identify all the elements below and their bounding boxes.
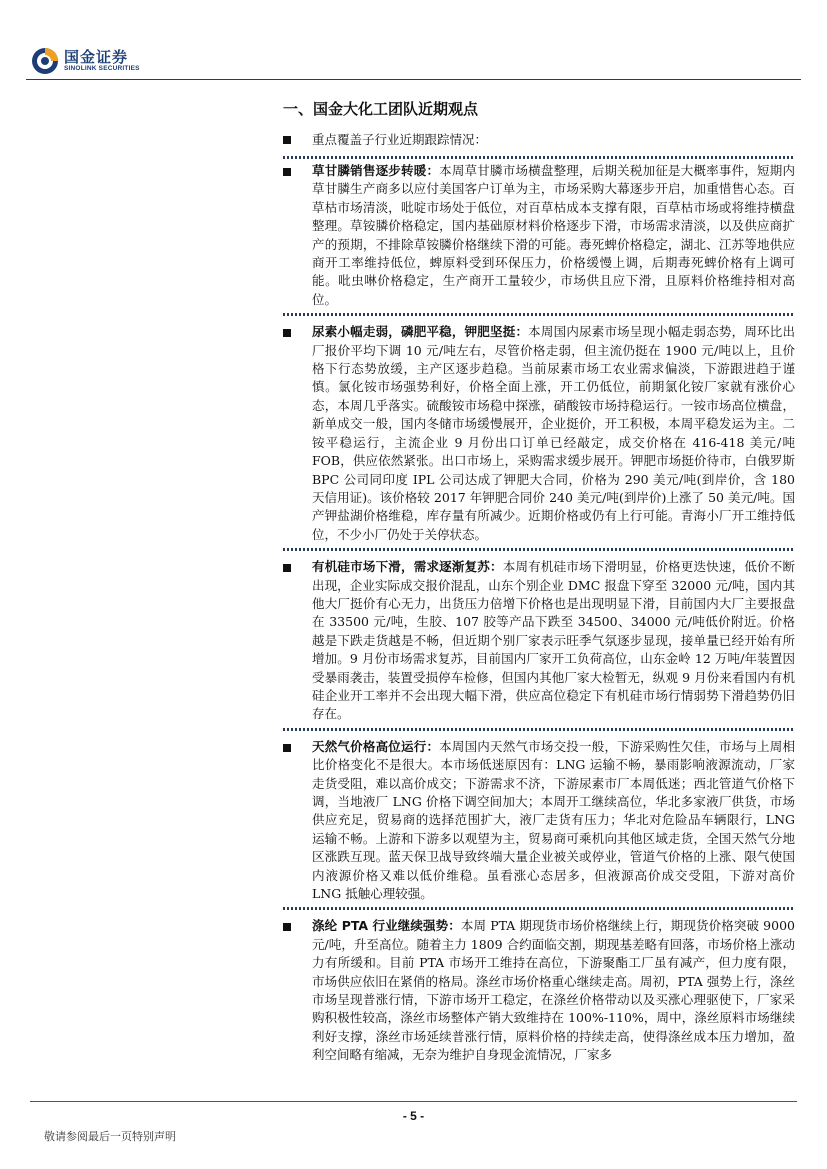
list-item: [283, 915, 795, 1067]
item-heading: 有机硅市场下滑，需求逐渐复苏：: [312, 559, 503, 575]
footer-rule: [30, 1101, 797, 1102]
report-body: [283, 131, 795, 1068]
square-bullet-icon: [283, 329, 291, 337]
logo-mark-icon: [30, 46, 60, 76]
list-item: [283, 156, 795, 316]
square-bullet-icon: [283, 136, 291, 144]
square-bullet-icon: [283, 564, 291, 572]
item-body: 本周国内天然气市场交投一般，下游采购性欠佳，市场与上周相比价格变化不是很大。本市场低迷原因有：LNG 运输不畅，暴雨影响液源流动，厂家走货受阻，难以高价成交；下游需求不济，下游尿素市厂本周低迷；西北管道气价格下调，当地液厂 LNG 价格下调空间加大；本周开工继续高位，华北多家液厂供货，市场供应充足，贸易商的选择范围扩大，液厂走货有压力；华北对危险品车辆限行，LNG 运输不畅。上游和下游多以观望为主，贸易商可乘机向其他区域走货，全国天然气分地区涨跌互现。蓝天保卫战导致终端大量企业被关或停业，管道气价格的上涨、限气使国内液源价格又难以低价维稳。虽看涨心态居多，但液源高价成交受阻，下游对高价 LNG 抵触心理较强。: [312, 738, 795, 902]
list-item: [283, 321, 795, 551]
item-body: 本周有机硅市场下滑明显，价格更迭快速，低价不断出现，企业实际成交报价混乱，山东个别企业 DMC 报盘下穿至 32000 元/吨，国内其他大厂挺价有心无力，出货压力倍增下价格也是出现明显下滑，目前国内大厂主要报盘在 33500 元/吨，生胶、107 胶等产品下跌至 34500、34000 元/吨低价附近。价格越是下跌走货越是不畅，但近期个别厂家表示旺季气氛逐步显现，接单量已经开始有所增加。9 月份市场需求复苏，目前国内厂家开工负荷高位，山东金岭 12 万吨/年装置因受暴雨袭击，装置受损停车检修，但国内其他厂家大检暂无，纵观 9 月份来看国内有机硅企业开工率并不会出现大幅下滑，供应高位稳定下有机硅市场行情弱势下滑趋势仍旧存在。: [312, 559, 795, 722]
intro-text: 重点覆盖子行业近期跟踪情况：: [312, 132, 488, 147]
item-heading: 天然气价格高位运行：: [312, 738, 440, 754]
page-number: - 5 -: [402, 1109, 425, 1123]
square-bullet-icon: [283, 744, 291, 752]
dotted-divider: [283, 156, 795, 159]
disclaimer-note: 敬请参阅最后一页特别声明: [44, 1130, 176, 1143]
section-title: 一、国金大化工团队近期观点: [283, 100, 479, 118]
intro-line: [283, 131, 795, 149]
item-heading: 尿素小幅走弱，磷肥平稳，钾肥坚挺：: [312, 324, 529, 340]
header-rule: [26, 79, 801, 80]
logo-name-en: SINOLINK SECURITIES: [64, 65, 140, 72]
list-item: [283, 556, 795, 731]
company-logo: [30, 46, 140, 76]
item-body: 本周国内尿素市场呈现小幅走弱态势，周环比出厂报价平均下调 10 元/吨左右，尽管价格走弱，但主流仍挺在 1900 元/吨以上，且价格下行态势放缓，主产区逐步趋稳。当前尿素市场工农业需求偏淡，下游跟进趋于谨慎。氯化铵市场强势利好，价格全面上涨，开工仍低位，前期氯化铵厂家就有涨价心态，本周几乎落实。硫酸铵市场稳中探涨，硝酸铵市场持稳运行。一铵市场高位横盘，新单成交一般，国内冬储市场缓慢展开，企业挺价，开工积极，本周平稳发运为主。二铵平稳运行，主流企业 9 月份出口订单已经敲定，成交价格在 416-418 美元/吨 FOB，供应依然紧张。出口市场上，采购需求缓步展开。钾肥市场挺价待市，白俄罗斯 BPC 公司同印度 IPL 公司达成了钾肥大合同，价格为 290 美元/吨(到岸价，含 180 天信用证)。该价格较 2017 年钾肥合同价 240 美元/吨(到岸价)上涨了 50 美元/吨。国产钾盐湖价格维稳，库存量有所减少。近期价格或仍有上行可能。青海小厂开工维持低位，不少小厂仍处于关停状态。: [312, 324, 795, 542]
dotted-divider: [283, 548, 795, 551]
dotted-divider: [283, 907, 795, 910]
logo-name-cn: 国金证券: [64, 48, 129, 66]
item-body: 本周 PTA 期现货市场价格继续上行，期现货价格突破 9000 元/吨，升至高位。随着主力 1809 合约面临交割，期现基差略有回落，市场价格上涨动力有所缓和。目前 PTA 市场开工维持在高位，下游聚酯工厂虽有减产，但力度有限，市场供应依旧在紧俏的格局。涤丝市场价格重心继续走高。周初，PTA 强势上行，涤丝市场呈现普涨行情，下游市场开工稳定，在涤丝价格带动以及买涨心理驱使下，厂家采购积极性较高，涤丝市场整体产销大致维持在 100%-110%，周中，涤丝原料市场继续利好支撑，涤丝市场延续普涨行情，原料价格的持续走高，使得涤丝成本压力增加，盈利空间略有缩减，无奈为维护自身现金流情况，厂家多: [312, 918, 795, 1063]
square-bullet-icon: [283, 168, 291, 176]
dotted-divider: [283, 728, 795, 731]
item-heading: 草甘膦销售逐步转暖：: [312, 163, 440, 178]
item-heading: 涤纶 PTA 行业继续强势：: [312, 918, 461, 934]
item-body: 本周草甘膦市场横盘整理，后期关税加征是大概率事件，短期内草甘膦生产商多以应付美国客户订单为主，市场采购大幕逐步开启，加重惜售心态。百草枯市场清淡，吡啶市场处于低位，对百草枯成本支撑有限，百草枯市场或将维持横盘整理。草铵膦价格稳定，国内基础原材料价格逐步下滑，市场需求清淡，以及供应商扩产的预期，不排除草铵膦价格继续下滑的可能。毒死蜱价格稳定，湖北、江苏等地供应商开工率维持低位，蜱原料受到环保压力，价格缓慢上调，后期毒死蜱价格有上调可能。吡虫啉价格稳定，生产商开工量较少，市场供且应下滑，且原料价格维持相对高位。: [312, 163, 795, 307]
dotted-divider: [283, 313, 795, 316]
square-bullet-icon: [283, 923, 291, 931]
list-item: [283, 736, 795, 911]
